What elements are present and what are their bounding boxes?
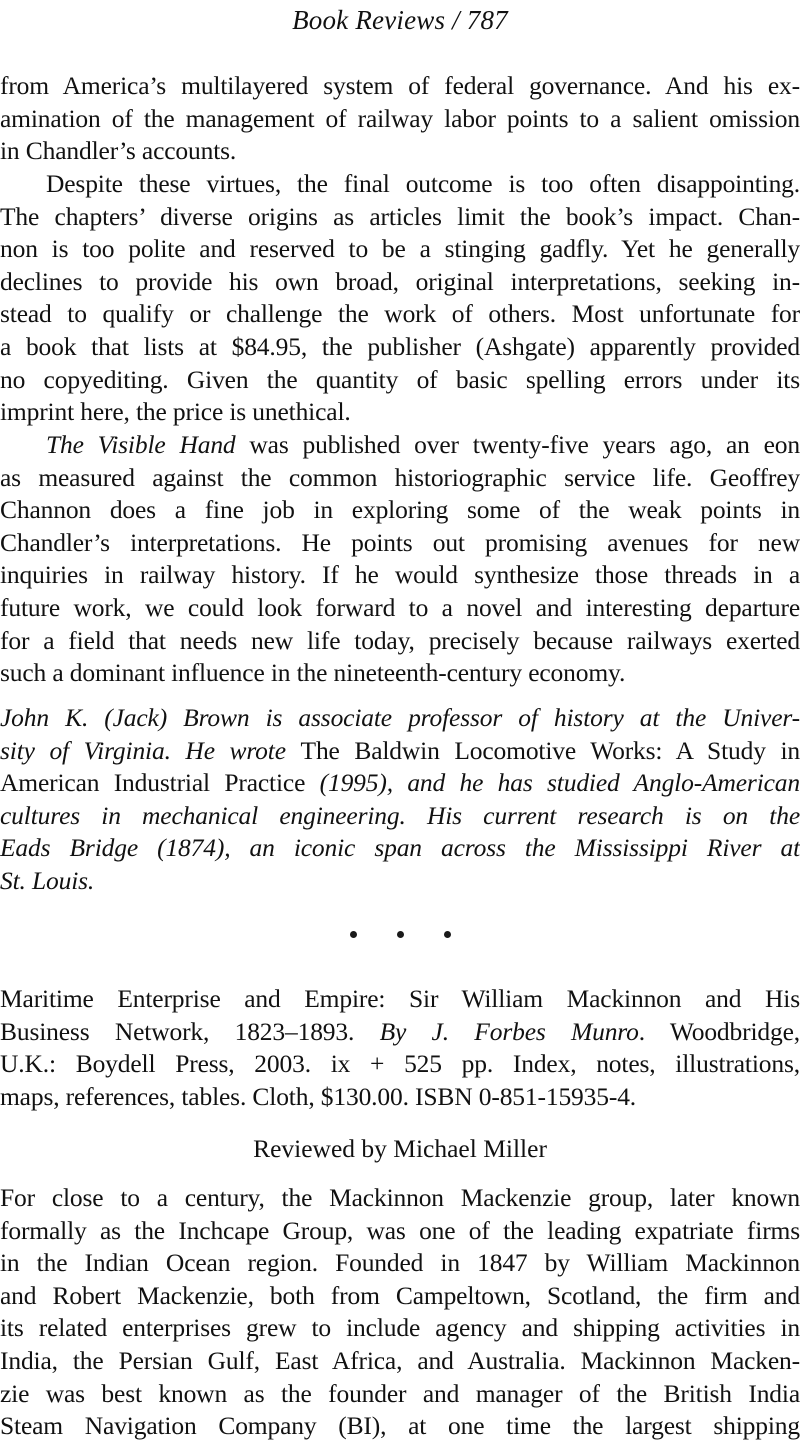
text-fragment: sity of Virginia. He wrote xyxy=(0,735,301,765)
text-line: amination of the management of railway labor points to a salient omission xyxy=(0,103,800,133)
book-title: American Industrial Practice xyxy=(0,768,320,798)
running-head: Book Reviews / 787 xyxy=(292,5,508,35)
text-line: in Chandler’s accounts. xyxy=(0,136,237,166)
text-line: its related enterprises grew to include agency and shipping activities in xyxy=(0,1313,800,1343)
text-line: For close to a century, the Mackinnon Mackenzie group, later known xyxy=(0,1183,800,1212)
text-line xyxy=(0,1016,800,1049)
text-line: maps, references, tables. Cloth, $130.00. ISBN 0-851-15935-4. xyxy=(0,1081,637,1111)
text-fragment: Business Network, 1823–1893. xyxy=(0,1016,380,1046)
separator-dot xyxy=(444,931,451,938)
review2-paragraph-1 xyxy=(0,1182,800,1443)
text-line: in the Indian Ocean region. Founded in 1847 by William Mackinnon xyxy=(0,1248,800,1278)
separator-dot xyxy=(397,931,404,938)
text-line: stead to qualify or challenge the work of others. Most unfortunate for xyxy=(0,299,800,329)
text-line: imprint here, the price is unethical. xyxy=(0,397,351,427)
text-line: John K. (Jack) Brown is associate professor of history at the Univer- xyxy=(0,703,800,732)
review1-paragraph-1 xyxy=(0,70,800,168)
text-line: India, the Persian Gulf, East Africa, and Australia. Mackinnon Macken- xyxy=(0,1345,800,1375)
review1-paragraph-2 xyxy=(0,168,800,429)
text-line: Despite these virtues, the final outcome is too often disappointing. xyxy=(46,169,800,198)
text-fragment: . Woodbridge, xyxy=(638,1016,800,1046)
text-line: Eads Bridge (1874), an iconic span across the Mississippi River at xyxy=(0,833,800,863)
section-separator xyxy=(0,918,800,944)
text-line: no copyediting. Given the quantity of basic spelling errors under its xyxy=(0,364,800,394)
text-line: such a dominant influence in the nineteenth-century economy. xyxy=(0,658,626,688)
text-line: Chandler’s interpretations. He points out promising avenues for new xyxy=(0,527,800,557)
text-line: zie was best known as the founder and manager of the British India xyxy=(0,1378,800,1408)
review1-paragraph-3 xyxy=(0,429,800,690)
text-fragment: (1995), and he has studied Anglo-American xyxy=(319,768,800,798)
text-line: U.K.: Boydell Press, 2003. ix + 525 pp. Index, notes, illustrations, xyxy=(0,1049,800,1079)
text-line: as measured against the common historiographic service life. Geoffrey xyxy=(0,462,800,492)
text-line: declines to provide his own broad, original interpretations, seeking in- xyxy=(0,266,800,296)
text-line: from America’s multilayered system of federal governance. And his ex- xyxy=(0,71,800,100)
text-line: Maritime Enterprise and Empire: Sir William Mackinnon and His xyxy=(0,984,800,1013)
text-line: St. Louis. xyxy=(0,865,95,895)
text-line: and Robert Mackenzie, both from Campeltown, Scotland, the firm and xyxy=(0,1280,800,1310)
book-author-italic: By J. Forbes Munro xyxy=(379,1016,639,1046)
reviewer-bio xyxy=(0,702,800,898)
text-line: formally as the Inchcape Group, was one of the leading expatriate firms xyxy=(0,1215,800,1245)
text-line: inquiries in railway history. If he would synthesize those threads in a xyxy=(0,560,800,590)
text-fragment: was published over twenty-five years ago, an eon xyxy=(235,430,800,459)
text-line xyxy=(0,735,800,768)
text-line: cultures in mechanical engineering. His current research is on the xyxy=(0,800,800,830)
text-line: Channon does a fine job in exploring some of the weak points in xyxy=(0,495,800,525)
book-citation xyxy=(0,983,800,1113)
book-title-italic: The Visible Hand xyxy=(46,430,236,459)
text-line xyxy=(0,429,800,462)
separator-dot xyxy=(350,931,357,938)
text-line: non is too polite and reserved to be a stinging gadfly. Yet he generally xyxy=(0,234,800,264)
book-title: The Baldwin Locomotive Works: A Study in xyxy=(300,735,800,765)
reviewer-byline: Reviewed by Michael Miller xyxy=(253,1134,547,1163)
text-line: The chapters’ diverse origins as articles limit the book’s impact. Chan- xyxy=(0,201,800,231)
text-line: for a field that needs new life today, precisely because railways exerted xyxy=(0,625,800,655)
text-line: a book that lists at $84.95, the publisher (Ashgate) apparently provided xyxy=(0,331,800,361)
text-line xyxy=(0,767,800,800)
text-line: future work, we could look forward to a novel and interesting departure xyxy=(0,592,800,622)
text-line: Steam Navigation Company (BI), at one time the largest shipping xyxy=(0,1411,800,1441)
